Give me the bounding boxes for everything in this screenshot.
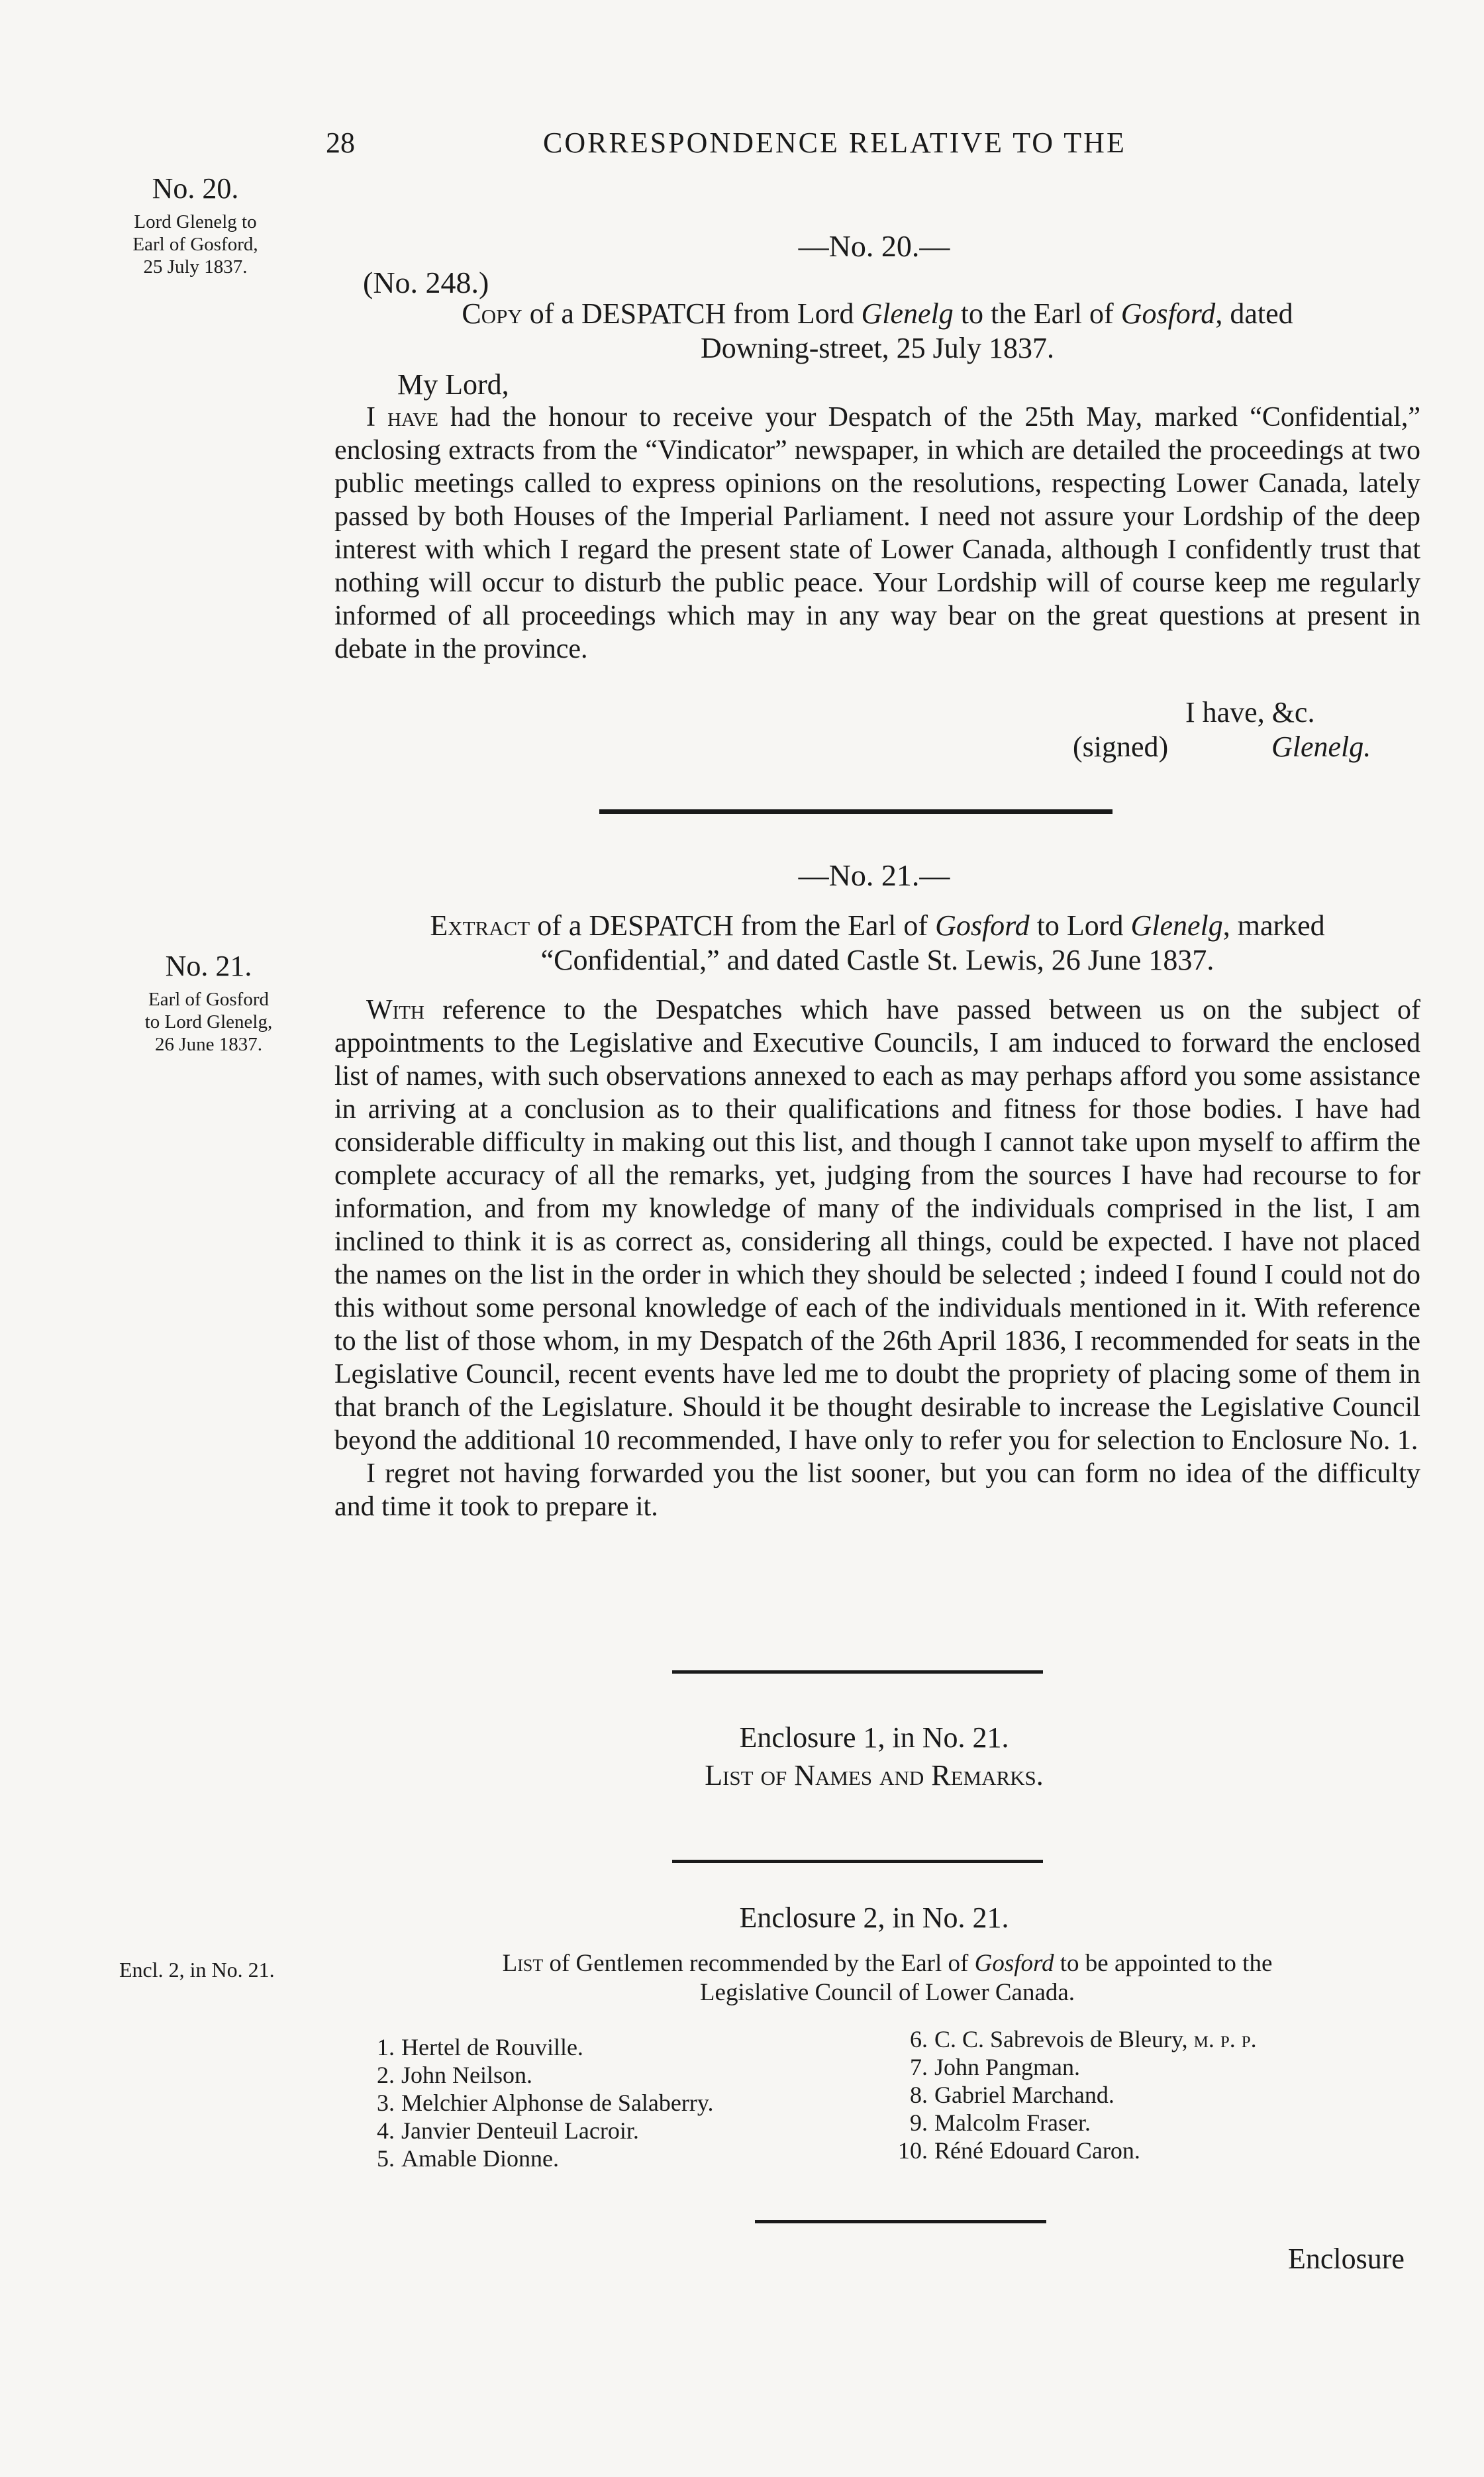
item-name: Gabriel Marchand. [934, 2082, 1114, 2108]
enclosure-2-list-title [371, 1949, 1404, 2007]
title-text: of a DESPATCH from Lord [522, 297, 862, 330]
signature: Glenelg. [1271, 731, 1371, 763]
list-item [891, 2109, 1257, 2137]
closing: I have, &c. [1185, 696, 1315, 729]
names-list-right [891, 2025, 1257, 2164]
title-line-2: “Confidential,” and dated Castle St. Lewis, 26 June 1837. [540, 944, 1214, 976]
item-number: 7. [910, 2054, 928, 2080]
margin-note-line: 25 July 1837. [143, 256, 248, 278]
section-heading-no-20: —No. 20.— [798, 229, 950, 263]
list-item [358, 2033, 714, 2061]
list-item [891, 2025, 1257, 2053]
title-line-2: Downing-street, 25 July 1837. [700, 332, 1055, 364]
item-name: Amable Dionne. [401, 2145, 559, 2172]
margin-note-no-21 [109, 948, 308, 1056]
body-lead: With [366, 995, 424, 1025]
section-divider [599, 809, 1113, 814]
title-text: , dated [1215, 297, 1293, 330]
list-item [891, 2137, 1257, 2164]
body-paragraph: I regret not having forwarded you the list sooner, but you can form no idea of the difficulty and time it took to prepare it. [334, 1458, 1420, 1522]
despatch-title-no-21 [334, 909, 1420, 978]
names-list-left [358, 2033, 714, 2172]
list-item [358, 2061, 714, 2089]
title-name: Glenelg [1130, 909, 1223, 942]
item-suffix: m. p. p. [1193, 2026, 1257, 2052]
page-number: 28 [326, 126, 355, 159]
item-number: 8. [910, 2082, 928, 2108]
item-number: 2. [377, 2062, 395, 2088]
despatch-title-no-20 [334, 297, 1420, 366]
enclosure-2-title: Enclosure 2, in No. 21. [739, 1901, 1009, 1934]
item-number: 3. [377, 2090, 395, 2116]
title-text: to be appointed to the [1054, 1950, 1273, 1977]
title-word: List [502, 1950, 544, 1977]
item-name: C. C. Sabrevois de Bleury, [934, 2026, 1188, 2052]
margin-note-enclosure-2: Encl. 2, in No. 21. [119, 1958, 275, 1982]
margin-note-line: 26 June 1837. [155, 1034, 262, 1055]
item-number: 5. [377, 2145, 395, 2172]
title-text: to the Earl of [953, 297, 1121, 330]
title-text: , marked [1222, 909, 1325, 942]
document-reference: (No. 248.) [363, 266, 489, 299]
item-name: John Neilson. [401, 2062, 532, 2088]
margin-note-line: Lord Glenelg to [134, 211, 257, 232]
item-number: 1. [377, 2034, 395, 2060]
enclosure-1-title: Enclosure 1, in No. 21. [739, 1721, 1009, 1754]
item-name: Melchier Alphonse de Salaberry. [401, 2090, 714, 2116]
despatch-body-no-20 [334, 401, 1420, 666]
list-item [358, 2089, 714, 2117]
section-divider [755, 2220, 1046, 2223]
title-text: of Gentlemen recommended by the Earl of [543, 1950, 975, 1977]
despatch-body-no-21 [334, 993, 1420, 1523]
margin-note-line: Earl of Gosford, [132, 234, 258, 255]
body-paragraph: had the honour to receive your Despatch of the 25th May, marked “Confidential,” enclosing extracts from the “Vindicator” newspaper, in which are detailed the proceedings at two public meetings called to express opinions on the resolutions, respecting Lower Canada, lately passed by both Houses of the Imperial Parliament. I need not assure your Lordship of the deep interest with which I regard the present state of Lower Canada, although I confidently trust that nothing will occur to disturb the public peace. Your Lordship will of course keep me regularly informed of all proceedings which may in any way bear on the great questions at present in debate in the province. [334, 402, 1420, 664]
title-name: Gosford [974, 1950, 1054, 1977]
item-number: 9. [910, 2109, 928, 2136]
title-name: Gosford [1120, 297, 1216, 330]
margin-note-line: Earl of Gosford [148, 989, 269, 1010]
item-name: Hertel de Rouville. [401, 2034, 583, 2060]
list-item [358, 2117, 714, 2145]
margin-note-no-20 [76, 171, 315, 278]
catchword: Enclosure [1288, 2243, 1405, 2275]
list-item [358, 2145, 714, 2172]
margin-note-number: No. 20. [152, 172, 239, 205]
item-name: Janvier Denteuil Lacroir. [401, 2117, 639, 2144]
section-divider [672, 1670, 1043, 1674]
margin-note-line: to Lord Glenelg, [144, 1011, 273, 1033]
item-number: 10. [898, 2137, 928, 2164]
item-name: Malcolm Fraser. [934, 2109, 1091, 2136]
body-paragraph: reference to the Despatches which have passed between us on the subject of appointments to the Legislative and Executive Councils, I am induced to forward the enclosed list of names, with such observations annexed to each as may perhaps afford you some assistance in arriving at a conclusion as to their qualifications and fitness for those bodies. I have had considerable difficulty in making out this list, and though I cannot take upon myself to affirm the complete accuracy of all the remarks, yet, judging from the sources I have had recourse to for information, and from my knowledge of many of the individuals comprised in the list, I am inclined to think it is as correct as, considering all things, could be expected. I have not placed the names on the list in the order in which they should be selected ; indeed I found I could not do this without some personal knowledge of each of the individuals mentioned in it. With reference to the list of those whom, in my Despatch of the 26th April 1836, I recommended for seats in the Legislative Council, recent events have led me to doubt the propriety of placing some of them in that branch of the Legislature. Should it be thought desirable to increase the Legislative Council beyond the additional 10 recommended, I have only to refer you for selection to Enclosure No. 1. [334, 995, 1420, 1456]
title-name: Gosford [935, 909, 1030, 942]
signed-label: (signed) [1073, 731, 1169, 763]
list-item [891, 2081, 1257, 2109]
salutation: My Lord, [397, 368, 509, 401]
item-name: Réné Edouard Caron. [934, 2137, 1140, 2164]
title-text: of a DESPATCH from the Earl of [530, 909, 936, 942]
title-word: Extract [430, 909, 530, 942]
title-name: Glenelg [861, 297, 954, 330]
margin-note-number: No. 21. [165, 950, 252, 982]
item-name: John Pangman. [934, 2054, 1080, 2080]
section-heading-no-21: —No. 21.— [798, 858, 950, 892]
running-title: CORRESPONDENCE RELATIVE TO THE [543, 126, 1126, 159]
item-number: 4. [377, 2117, 395, 2144]
list-item [891, 2053, 1257, 2081]
title-line-2: Legislative Council of Lower Canada. [699, 1979, 1075, 2006]
item-number: 6. [910, 2026, 928, 2052]
section-divider [672, 1860, 1043, 1863]
title-text: to Lord [1029, 909, 1131, 942]
body-lead: I have [366, 402, 438, 432]
enclosure-1-subtitle: List of Names and Remarks. [705, 1759, 1044, 1792]
title-word: Copy [462, 297, 522, 330]
